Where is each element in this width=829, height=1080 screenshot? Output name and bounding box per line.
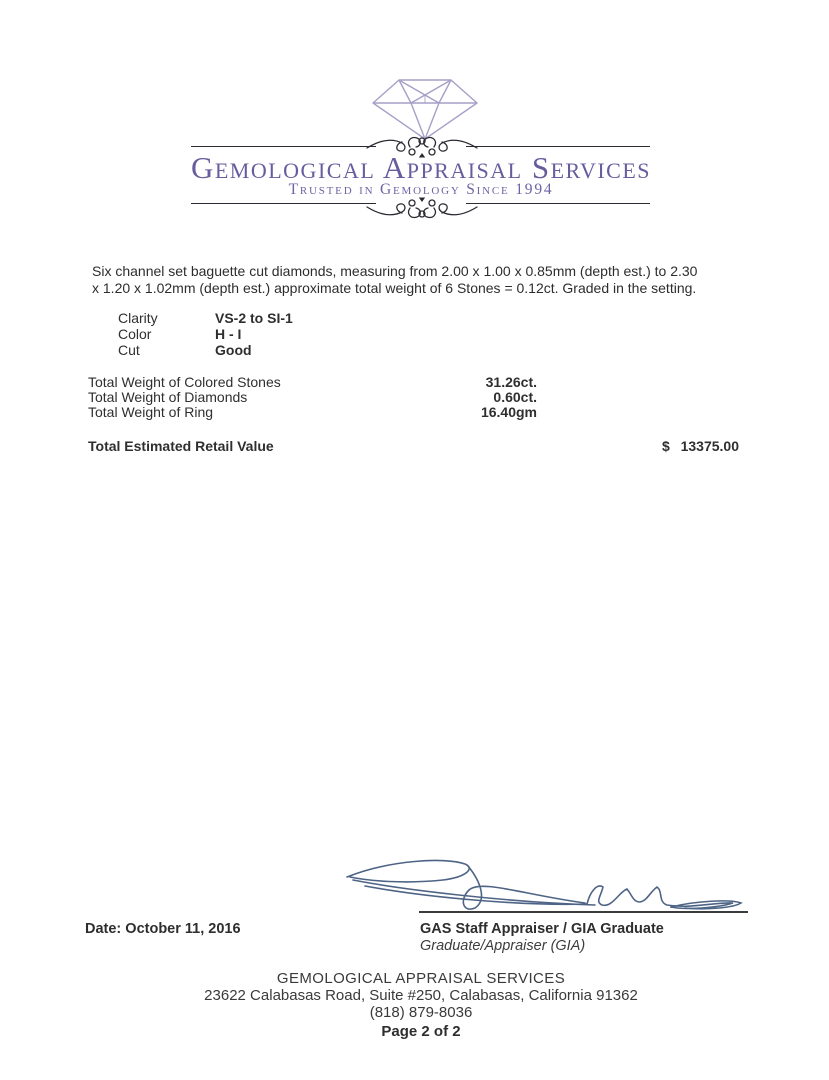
footer-phone: (818) 879-8036 bbox=[369, 1004, 473, 1021]
brand-tagline: Trusted in Gemology Since 1994 bbox=[288, 181, 554, 198]
signature-rule bbox=[419, 911, 748, 913]
appraiser-signature bbox=[335, 850, 749, 914]
retail-value-amount bbox=[662, 438, 739, 454]
item-description-line-1: Six channel set baguette cut diamonds, measuring from 2.00 x 1.00 x 0.85mm (depth est.) to 2.30 bbox=[92, 263, 698, 279]
grade-row-value: Good bbox=[215, 342, 252, 358]
appraiser-title: GAS Staff Appraiser / GIA Graduate bbox=[420, 921, 664, 937]
item-description-line-2: x 1.20 x 1.02mm (depth est.) approximate total weight of 6 Stones = 0.12ct. Graded in the setting. bbox=[92, 280, 697, 296]
grade-row-label: Cut bbox=[118, 342, 140, 358]
total-row-value: 0.60ct. bbox=[493, 389, 537, 405]
appraiser-subtitle: Graduate/Appraiser (GIA) bbox=[420, 938, 586, 954]
footer-address: 23622 Calabasas Road, Suite #250, Calabasas, California 91362 bbox=[204, 987, 638, 1004]
grade-row-value: VS-2 to SI-1 bbox=[215, 310, 293, 326]
total-row-value: 16.40gm bbox=[480, 404, 537, 420]
brand-title: Gemological Appraisal Services bbox=[190, 150, 652, 185]
grade-row-label: Color bbox=[118, 326, 152, 342]
page-number: Page 2 of 2 bbox=[381, 1023, 461, 1040]
grade-row-label: Clarity bbox=[118, 310, 158, 326]
total-row-label: Total Weight of Ring bbox=[88, 404, 214, 420]
total-row-label: Total Weight of Colored Stones bbox=[88, 374, 281, 390]
flourish-bottom-icon bbox=[366, 196, 478, 221]
total-row-label: Total Weight of Diamonds bbox=[88, 389, 248, 405]
amount: 13375.00 bbox=[680, 438, 739, 454]
currency-symbol: $ bbox=[662, 438, 670, 454]
total-row-value: 31.26ct. bbox=[485, 374, 537, 390]
grade-row-value: H - I bbox=[215, 326, 242, 342]
footer-org-name: GEMOLOGICAL APPRAISAL SERVICES bbox=[276, 970, 566, 987]
retail-value-label: Total Estimated Retail Value bbox=[88, 438, 274, 454]
appraisal-date: Date: October 11, 2016 bbox=[85, 921, 241, 937]
